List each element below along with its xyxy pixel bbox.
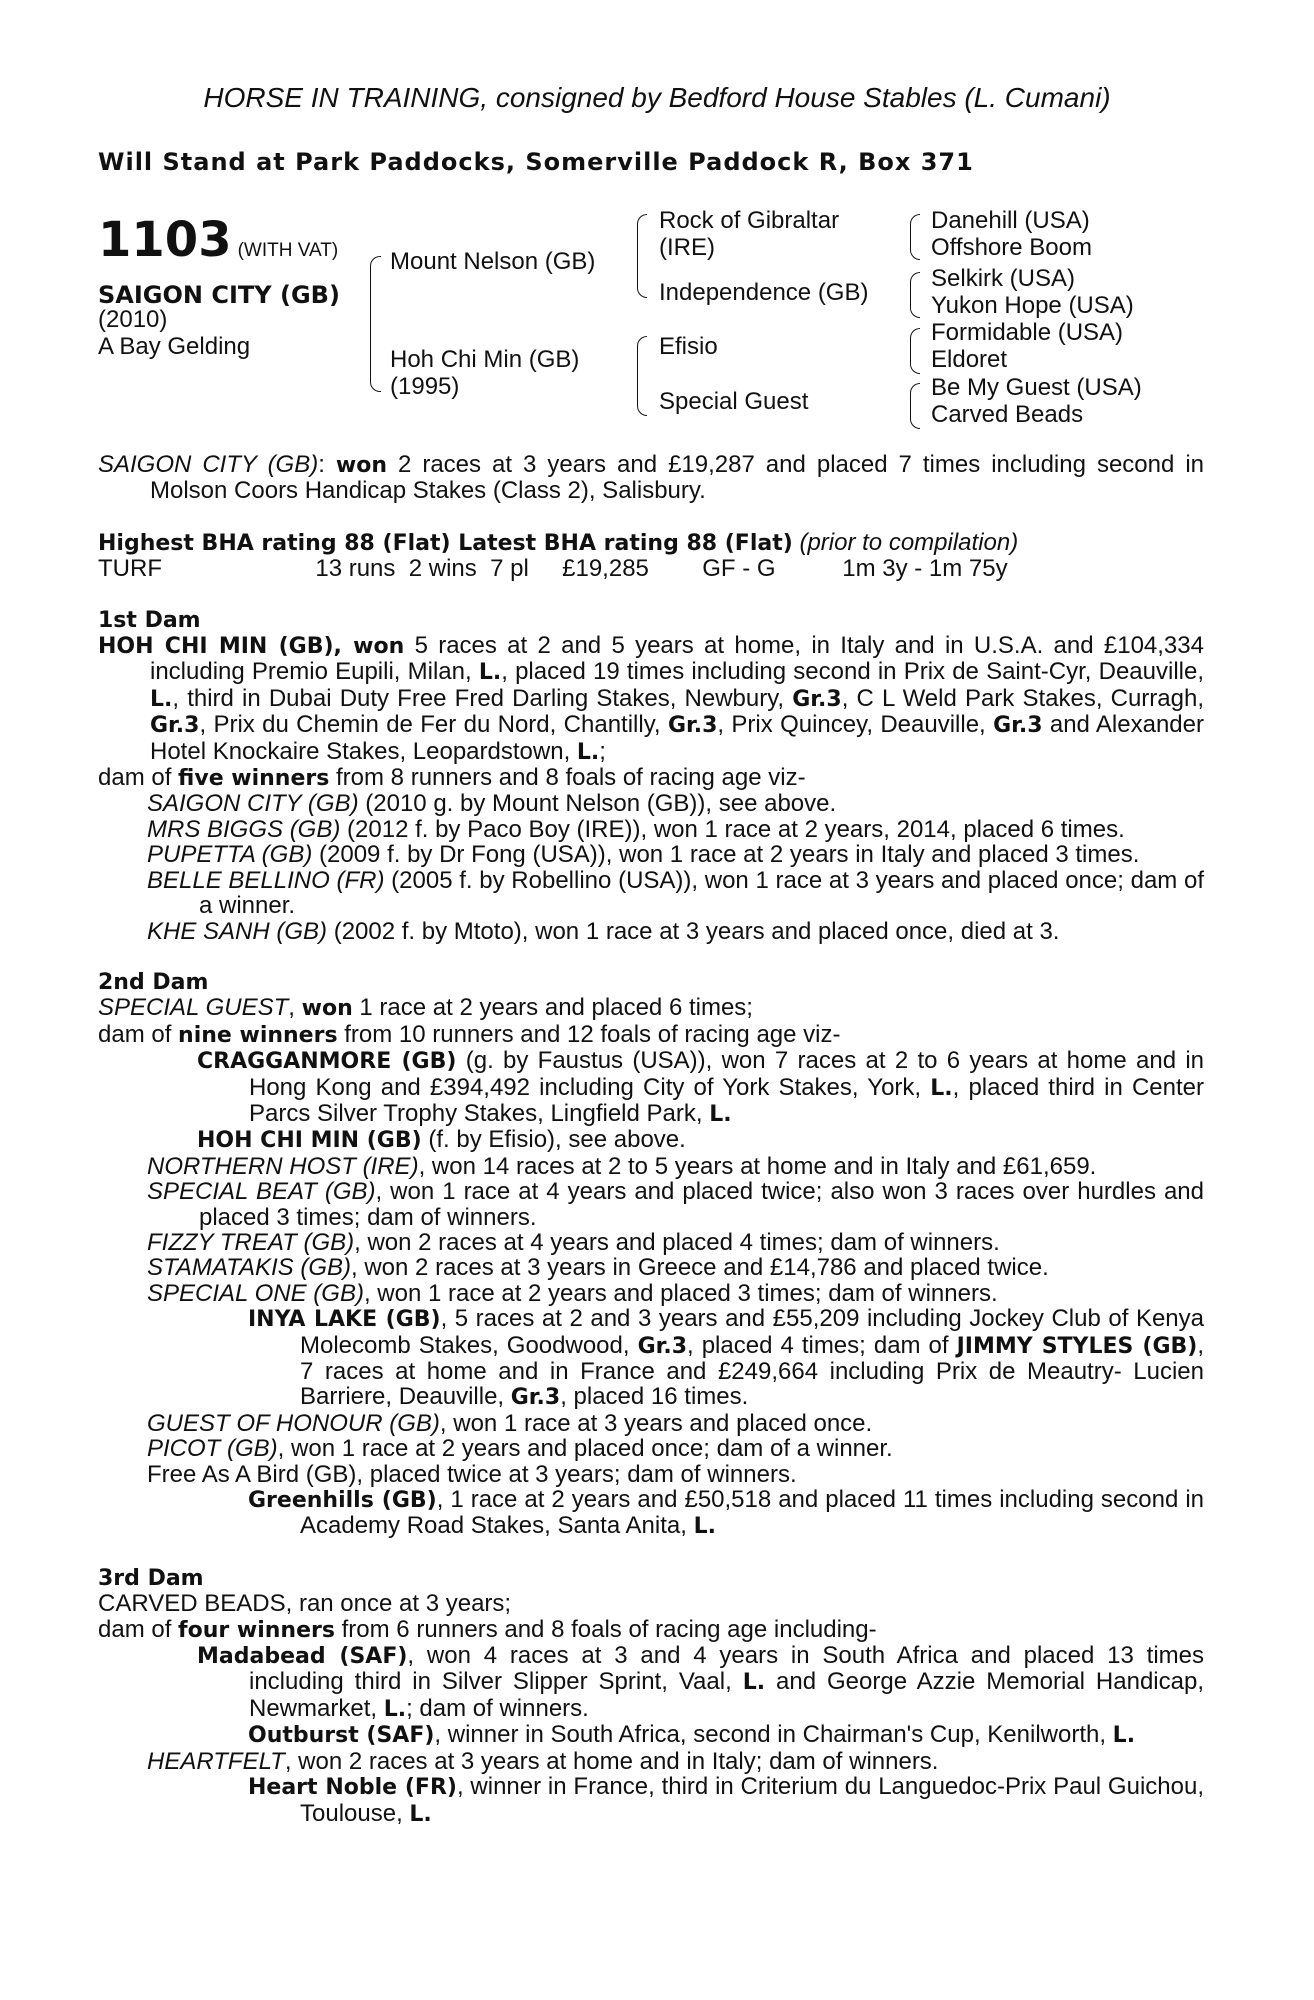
produce-entry: KHE SANH (GB) (2002 f. by Mtoto), won 1 race at 3 years and placed once, died at 3. bbox=[147, 917, 1060, 945]
rating-note: (prior to compilation) bbox=[792, 528, 1019, 556]
horse-description: A Bay Gelding bbox=[98, 333, 251, 360]
pedigree-dsd: Eldoret bbox=[931, 346, 1008, 373]
pedigree-brace-sire bbox=[637, 214, 647, 298]
pedigree-ssd: Offshore Boom bbox=[931, 234, 1092, 261]
stand-location: Will Stand at Park Paddocks, Somerville Paddock R, Box 371 bbox=[98, 148, 974, 176]
pedigree-ddd: Carved Beads bbox=[931, 401, 1084, 428]
catalogue-body bbox=[98, 452, 1204, 1827]
pedigree-sss: Danehill (USA) bbox=[931, 207, 1090, 234]
pedigree-sire-sire: Rock of Gibraltar bbox=[659, 207, 840, 234]
pedigree-dam-dam: Special Guest bbox=[659, 388, 809, 415]
produce-entry: Free As A Bird (GB), placed twice at 3 years; dam of winners. bbox=[147, 1460, 797, 1488]
produce-entry: HOH CHI MIN (GB) (f. by Efisio), see above. bbox=[197, 1126, 686, 1154]
produce-entry: PUPETTA (GB) (2009 f. by Dr Fong (USA)), won 1 race at 2 years in Italy and placed 3 times. bbox=[147, 841, 1140, 869]
produce-entry: NORTHERN HOST (IRE), won 14 races at 2 to 5 years at home and in Italy and £61,659. bbox=[147, 1152, 1097, 1180]
produce-entry: Madabead (SAF), won 4 races at 3 and 4 years in South Africa and placed 13 times including third in Silver Slipper Sprint, Vaal, L. and George Azzie Memorial Handicap, Newmarket, L.; dam of winners. bbox=[197, 1642, 1205, 1722]
produce-entry: GUEST OF HONOUR (GB), won 1 race at 3 years and placed once. bbox=[147, 1409, 873, 1437]
produce-entry: CRAGGANMORE (GB) (g. by Faustus (USA)), won 7 races at 2 to 6 years at home and in Hong Kong and £394,492 including City of York Stakes, York, L., placed third in Center Parcs Silver Trophy Stakes, Lingfield Park, L. bbox=[197, 1047, 1205, 1127]
produce-entry: Heart Noble (FR), winner in France, third in Criterium du Languedoc-Prix Paul Guichou, Toulouse, L. bbox=[248, 1773, 1204, 1827]
horse-year: (2010) bbox=[98, 306, 168, 333]
lot-heading bbox=[98, 212, 338, 268]
vat-label: (WITH VAT) bbox=[237, 240, 339, 261]
second-dam-heading: 2nd Dam bbox=[98, 969, 209, 995]
produce-entry: SPECIAL ONE (GB), won 1 race at 2 years and placed 3 times; dam of winners. bbox=[147, 1279, 998, 1307]
horse-summary: SAIGON CITY (GB): won 2 races at 3 years and £19,287 and placed 7 times including second in Molson Coors Handicap Stakes (Class 2), Salisbury. bbox=[98, 451, 1204, 505]
pedigree-dam: Hoh Chi Min (GB) bbox=[390, 346, 580, 373]
race-record: TURF 13 runs 2 wins 7 pl £19,285 GF - G 1m 3y - 1m 75y bbox=[98, 555, 1008, 583]
produce-entry: FIZZY TREAT (GB), won 2 races at 4 years and placed 4 times; dam of winners. bbox=[147, 1228, 1000, 1256]
produce-entry: BELLE BELLINO (FR) (2005 f. by Robellino (USA)), won 1 race at 3 years and placed once; dam of a winner. bbox=[147, 866, 1204, 920]
pedigree-brace-dd bbox=[910, 383, 920, 429]
second-dam-record: SPECIAL GUEST, won 1 race at 2 years and placed 6 times; bbox=[98, 994, 753, 1022]
produce-entry: Outburst (SAF), winner in South Africa, second in Chairman's Cup, Kenilworth, L. bbox=[248, 1721, 1136, 1749]
bha-rating: Highest BHA rating 88 (Flat) Latest BHA rating 88 (Flat) bbox=[98, 530, 793, 556]
third-dam-heading: 3rd Dam bbox=[98, 1565, 204, 1591]
produce-entry: STAMATAKIS (GB), won 2 races at 3 years in Greece and £14,786 and placed twice. bbox=[147, 1254, 1049, 1282]
first-dam-heading: 1st Dam bbox=[98, 607, 201, 633]
second-dam-produce-summary: dam of nine winners from 10 runners and 12 foals of racing age viz- bbox=[98, 1020, 841, 1048]
produce-entry: SAIGON CITY (GB) (2010 g. by Mount Nelson (GB)), see above. bbox=[147, 790, 837, 818]
pedigree-dds: Be My Guest (USA) bbox=[931, 374, 1142, 401]
pedigree-dss: Formidable (USA) bbox=[931, 319, 1124, 346]
produce-entry: Greenhills (GB), 1 race at 2 years and £50,518 and placed 11 times including second in Academy Road Stakes, Santa Anita, L. bbox=[248, 1486, 1204, 1540]
pedigree-dam-year: (1995) bbox=[390, 373, 460, 400]
pedigree-sire-sire-country: (IRE) bbox=[659, 234, 715, 261]
produce-entry: MRS BIGGS (GB) (2012 f. by Paco Boy (IRE)), won 1 race at 2 years, 2014, placed 6 times. bbox=[147, 815, 1125, 843]
horse-name: SAIGON CITY (GB) bbox=[98, 281, 340, 309]
pedigree-sdd: Yukon Hope (USA) bbox=[931, 292, 1134, 319]
pedigree-sire: Mount Nelson (GB) bbox=[390, 248, 596, 275]
pedigree-brace-dam bbox=[637, 336, 647, 416]
produce-entry: INYA LAKE (GB), 5 races at 2 and 3 years and £55,209 including Jockey Club of Kenya Molecomb Stakes, Goodwood, Gr.3, placed 4 times; dam of JIMMY STYLES (GB), 7 races at home and in France and £249,664 including Prix de Meautry- Lucien Barriere, Deauville, Gr.3, placed 16 times. bbox=[248, 1305, 1205, 1411]
third-dam-produce-summary: dam of four winners from 6 runners and 8 foals of racing age including- bbox=[98, 1615, 877, 1643]
third-dam-record: CARVED BEADS, ran once at 3 years; bbox=[98, 1590, 512, 1618]
produce-entry: SPECIAL BEAT (GB), won 1 race at 4 years and placed twice; also won 3 races over hurdles and placed 3 times; dam of winners. bbox=[147, 1178, 1204, 1231]
produce-entry: PICOT (GB), won 1 race at 2 years and placed once; dam of a winner. bbox=[147, 1435, 893, 1463]
pedigree-brace-ds bbox=[910, 328, 920, 374]
pedigree-brace-sd bbox=[910, 272, 920, 318]
first-dam-record: HOH CHI MIN (GB), won 5 races at 2 and 5 years at home, in Italy and in U.S.A. and £104,334 including Premio Eupili, Milan, L., placed 19 times including second in Prix de Saint-Cyr, Deauville, L., third in Dubai Duty Free Fred Darling Stakes, Newbury, Gr.3, C L Weld Park Stakes, Curragh, Gr.3, Prix du Chemin de Fer du Nord, Chantilly, Gr.3, Prix Quincey, Deauville, Gr.3 and Alexander Hotel Knockaire Stakes, Leopardstown, L.; bbox=[98, 632, 1204, 765]
pedigree-brace-main bbox=[370, 256, 381, 392]
page-header-title: HORSE IN TRAINING, consigned by Bedford House Stables (L. Cumani) bbox=[203, 82, 1111, 113]
summary-horse-name: SAIGON CITY (GB) bbox=[98, 451, 319, 478]
lot-number: 1103 bbox=[98, 212, 232, 268]
pedigree-brace-ss bbox=[910, 214, 920, 260]
pedigree-dam-sire: Efisio bbox=[659, 333, 718, 360]
rating-line bbox=[98, 530, 1204, 556]
pedigree-sds: Selkirk (USA) bbox=[931, 265, 1076, 292]
first-dam-produce-summary: dam of five winners from 8 runners and 8 foals of racing age viz- bbox=[98, 764, 806, 792]
won-label: won bbox=[335, 453, 388, 478]
pedigree-sire-dam: Independence (GB) bbox=[659, 279, 869, 306]
produce-entry: HEARTFELT, won 2 races at 3 years at home and in Italy; dam of winners. bbox=[147, 1747, 939, 1775]
